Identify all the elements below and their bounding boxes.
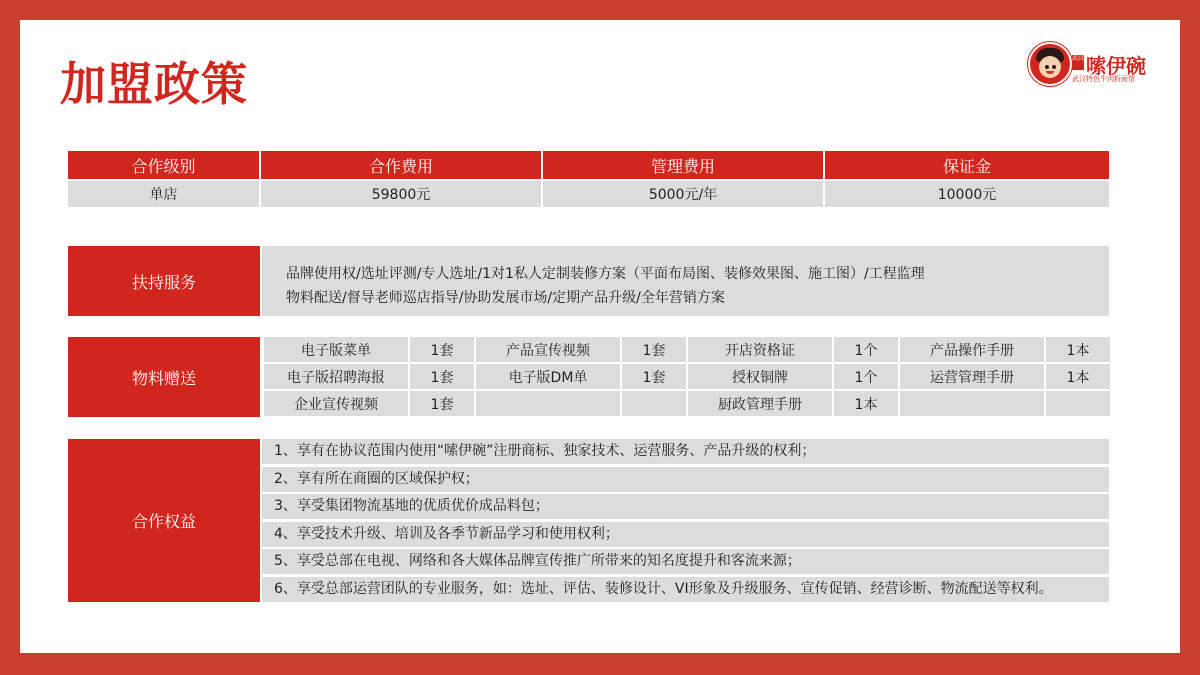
page-title: 加盟政策 <box>60 57 248 111</box>
rights-list <box>262 439 1109 602</box>
material-item: 运营管理手册 <box>899 363 1045 390</box>
materials-table <box>262 337 1110 416</box>
materials-row <box>263 363 1110 390</box>
material-item: 电子版DM单 <box>475 363 621 390</box>
material-item: 产品操作手册 <box>899 337 1045 363</box>
logo-tag: 武汉 <box>1072 55 1084 70</box>
support-line: 品牌使用权/选址评测/专人选址/1对1私人定制装修方案（平面布局图、装修效果图、施工图）/工程监理 <box>286 266 925 282</box>
rights-item: 5、享受总部在电视、网络和各大媒体品牌宣传推广所带来的知名度提升和客流来源； <box>262 549 1109 574</box>
support-section <box>68 246 1109 316</box>
material-qty <box>1045 390 1110 416</box>
rights-section <box>68 439 1109 602</box>
material-item: 企业宣传视频 <box>263 390 409 416</box>
material-item: 授权铜牌 <box>687 363 833 390</box>
fees-cell: 5000元/年 <box>542 180 824 207</box>
fees-table <box>68 151 1109 207</box>
material-qty: 1套 <box>409 390 475 416</box>
support-label: 扶持服务 <box>68 246 260 316</box>
mascot-icon <box>1028 42 1072 86</box>
fees-cell: 单店 <box>68 180 260 207</box>
rights-item: 4、享受技术升级、培训及各季节新品学习和使用权利； <box>262 522 1109 547</box>
support-line: 物料配送/督导老师巡店指导/协助发展市场/定期产品升级/全年营销方案 <box>286 290 725 306</box>
material-qty <box>621 390 687 416</box>
fees-header-row <box>68 151 1109 180</box>
materials-section <box>68 337 1109 417</box>
brand-logo <box>1028 42 1158 102</box>
material-qty: 1个 <box>833 363 899 390</box>
fees-header-cell: 保证金 <box>824 151 1109 180</box>
support-body <box>262 246 1109 316</box>
logo-subtitle: 武汉特色牛肉粉面馆 <box>1072 75 1135 83</box>
material-qty: 1套 <box>621 337 687 363</box>
fees-cell: 10000元 <box>824 180 1109 207</box>
rights-item: 3、享受集团物流基地的优质优价成品料包； <box>262 494 1109 519</box>
logo-brand: 嗦伊碗 <box>1086 54 1146 78</box>
materials-row <box>263 337 1110 363</box>
material-qty: 1个 <box>833 337 899 363</box>
materials-row <box>263 390 1110 416</box>
rights-item: 1、享有在协议范围内使用“嗦伊碗”注册商标、独家技术、运营服务、产品升级的权利； <box>262 439 1109 464</box>
material-item: 厨政管理手册 <box>687 390 833 416</box>
material-qty: 1本 <box>833 390 899 416</box>
rights-item: 6、享受总部运营团队的专业服务，如：选址、评估、装修设计、VI形象及升级服务、宣传促销、经营诊断、物流配送等权利。 <box>262 577 1109 602</box>
material-item: 产品宣传视频 <box>475 337 621 363</box>
materials-label: 物料赠送 <box>68 337 260 417</box>
fees-header-cell: 管理费用 <box>542 151 824 180</box>
material-item: 电子版菜单 <box>263 337 409 363</box>
material-qty: 1本 <box>1045 337 1110 363</box>
rights-item: 2、享有所在商圈的区域保护权； <box>262 467 1109 492</box>
slide <box>20 20 1180 653</box>
rights-label: 合作权益 <box>68 439 260 602</box>
material-item <box>899 390 1045 416</box>
material-qty: 1套 <box>409 337 475 363</box>
material-item <box>475 390 621 416</box>
fees-cell: 59800元 <box>260 180 542 207</box>
fees-header-cell: 合作级别 <box>68 151 260 180</box>
material-qty: 1套 <box>621 363 687 390</box>
material-item: 开店资格证 <box>687 337 833 363</box>
fees-row <box>68 180 1109 207</box>
material-qty: 1套 <box>409 363 475 390</box>
material-item: 电子版招聘海报 <box>263 363 409 390</box>
fees-header-cell: 合作费用 <box>260 151 542 180</box>
material-qty: 1本 <box>1045 363 1110 390</box>
